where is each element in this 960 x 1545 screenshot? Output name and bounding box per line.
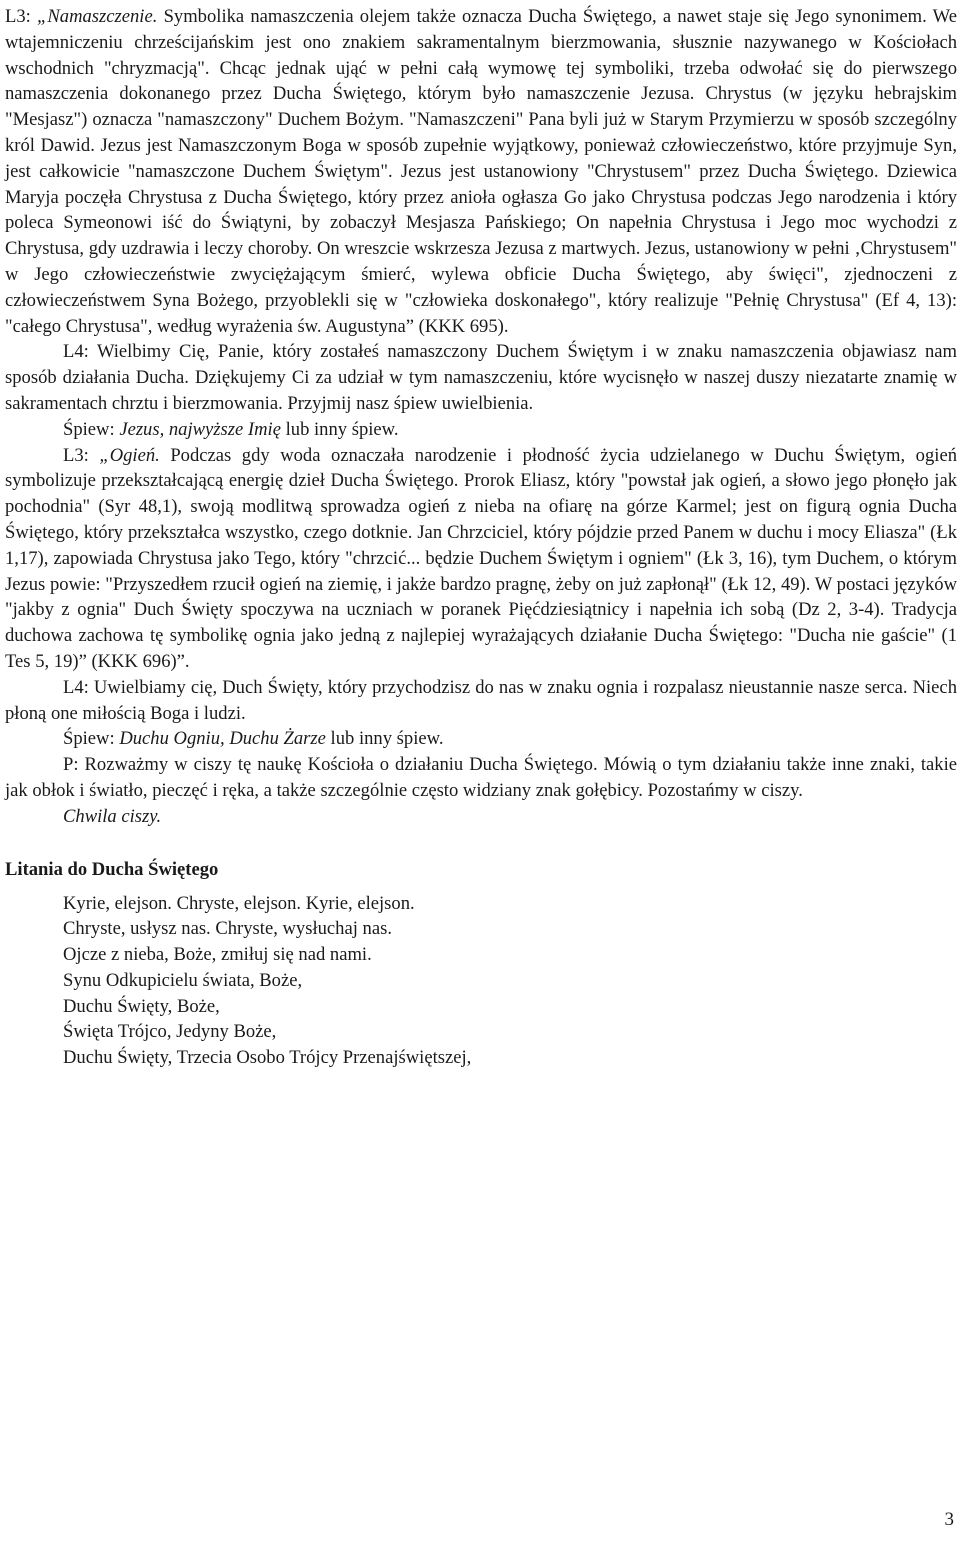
section-title-ogien: „Ogień. <box>99 444 160 466</box>
song-title: Jezus, najwyższe Imię <box>119 418 281 440</box>
paragraph-song-1 <box>5 417 957 443</box>
paragraph-priest: P: Rozważmy w ciszy tę naukę Kościoła o działaniu Ducha Świętego. Mówią o tym działaniu także inne znaki, takie jak obłok i światło, pieczęć i ręka, a także szczególnie często widziany znak gołębicy. Pozostańmy w ciszy. <box>5 754 957 801</box>
paragraph-l4-praise: L4: Wielbimy Cię, Panie, który zostałeś namaszczony Duchem Świętym i w znaku namaszczenia objawiasz nam sposób działania Ducha. Dziękujemy Ci za udział w tym namaszczeniu, które wycisnęło w naszej duszy niezatarte znamię w sakramentach chrztu i bierzmowania. Przyjmij nasz śpiew uwielbienia. <box>5 341 957 414</box>
litany-line: Duchu Święty, Trzecia Osobo Trójcy Przenajświętszej, <box>63 1047 472 1069</box>
song-suffix: lub inny śpiew. <box>280 418 399 440</box>
page-number: 3 <box>944 1509 954 1530</box>
litany-line: Święta Trójco, Jedyny Boże, <box>63 1021 277 1043</box>
reader-label: L3: <box>5 6 38 27</box>
paragraph-text: Symbolika namaszczenia olejem także oznacza Ducha Świętego, a nawet staje się Jego synonimem. We wtajemniczeniu chrześcijańskim jest ono znakiem sakramentalnym bierzmowania, słusznie nazywanego w Kościołach wschodnich "chryzmacją". Chcąc jednak ująć w pełni całą wymowę tej symboliki, trzeba odwołać się do pierwszego namaszczenia dokonanego przez Ducha Świętego, którym było namaszczenie Jezusa. Chrystus (w języku hebrajskim "Mesjasz") oznacza "namaszczony" Duchem Bożym. "Namaszczeni" Pana byli już w Starym Przymierzu w sposób szczególny król Dawid. Jezus jest Namaszczonym Boga w sposób zupełnie wyjątkowy, ponieważ człowieczeństwo, które przyjmuje Syn, jest całkowicie "namaszczone Duchem Świętym". Jezus jest ustanowiony "Chrystusem" przez Ducha Świętego. Dziewica Maryja poczęła Chrystusa z Ducha Świętego, który przez anioła ogłasza Go jako Chrystusa podczas Jego narodzenia i który poleca Symeonowi iść do Świątyni, by zobaczył Mesjasza Pańskiego; On napełnia Chrystusa i Jego moc wychodzi z Chrystusa, gdy uzdrawia i leczy choroby. On wreszcie wskrzesza Jezusa z martwych. Jezus, ustanowiony w pełni ‚Chrystusem" w Jego człowieczeństwie zwyciężającym śmierć, wylewa obficie Ducha Świętego, aby święci", zjednoczeni z człowieczeństwem Syna Bożego, przyoblekli się w "człowieka doskonałego", który realizuje "Pełnię Chrystusa" (Ef 4, 13): "całego Chrystusa", według wyrażenia św. Augustyna” (KKK 695). <box>5 6 957 337</box>
paragraph-song-2 <box>5 726 957 752</box>
litany-heading: Litania do Ducha Świętego <box>5 858 219 880</box>
silence-text: Chwila ciszy. <box>63 805 162 827</box>
document-page <box>5 4 957 1071</box>
litany-line: Kyrie, elejson. Chryste, elejson. Kyrie, elejson. <box>63 892 415 914</box>
litany-line: Synu Odkupicielu świata, Boże, <box>63 969 303 991</box>
section-title-namaszczenie: „Namaszczenie. <box>37 6 158 27</box>
song-prefix: Śpiew: <box>63 728 120 750</box>
paragraph-text: Podczas gdy woda oznaczała narodzenie i płodność życia udzielanego w Duchu Świętym, ogień symbolizuje przekształcającą energię dzieł Ducha Świętego. Prorok Eliasz, który "powstał jak ogień, a słowo jego płonęło jak pochodnia" (Syr 48,1), swoją modlitwą sprowadza ogień z nieba na ofiarę na górze Karmel; jest on figurą ognia Ducha Świętego, który przekształca wszystko, czego dotknie. Jan Chrzciciel, który pójdzie przed Panem w duchu i mocy Eliasza" (Łk 1,17), zapowiada Chrystusa jako Tego, który "chrzcić... będzie Duchem Świętym i ogniem" (Łk 3, 16), tym Duchem, o którym Jezus powie: "Przyszedłem rzucił ogień na ziemię, i jakże bardzo pragnę, żeby on już zapłonął" (Łk 12, 49). W postaci języków "jakby z ognia" Duch Święty spoczywa na uczniach w poranek Pięćdziesiątnicy i napełnia ich sobą (Dz 2, 3-4). Tradycja duchowa zachowa tę symbolikę ognia jako jedną z najlepiej wyrażających działanie Ducha Świętego: "Ducha nie gaście" (1 Tes 5, 19)” (KKK 696)”. <box>5 444 957 672</box>
song-prefix: Śpiew: <box>63 418 120 440</box>
reader-label: L3: <box>63 444 100 466</box>
song-suffix: lub inny śpiew. <box>325 728 444 750</box>
litany-line: Chryste, usłysz nas. Chryste, wysłuchaj nas. <box>63 918 392 940</box>
song-title: Duchu Ogniu, Duchu Żarze <box>119 728 326 750</box>
litany-line: Ojcze z nieba, Boże, zmiłuj się nad nami. <box>63 944 372 966</box>
litany-line: Duchu Święty, Boże, <box>63 995 220 1017</box>
document-body <box>5 4 957 830</box>
paragraph-namaszczenie <box>5 4 957 339</box>
litany-list <box>5 891 957 1072</box>
paragraph-silence <box>5 804 957 830</box>
paragraph-ogien <box>5 443 957 675</box>
paragraph-l4-fire: L4: Uwielbiamy cię, Duch Święty, który przychodzisz do nas w znaku ognia i rozpalasz nieustannie nasze serca. Niech płoną one miłością Boga i ludzi. <box>5 676 957 724</box>
section-gap <box>5 830 957 857</box>
